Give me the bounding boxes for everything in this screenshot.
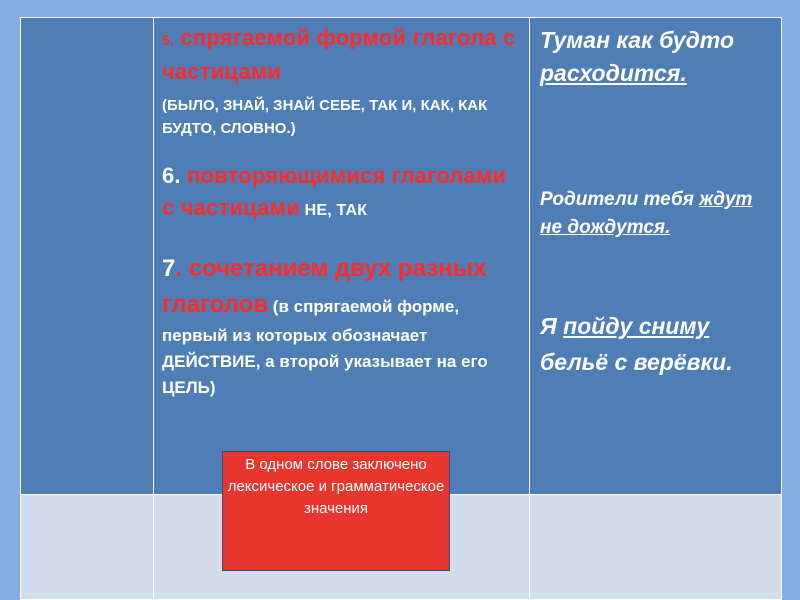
example-1 xyxy=(540,24,776,90)
column-divider xyxy=(529,494,530,599)
item-5-title: спрягаемой формой глагола с частицами xyxy=(162,25,516,84)
example-2 xyxy=(540,186,776,242)
item-6-title: повторяющимися глаголами с частицами xyxy=(162,163,507,220)
example-1-predicate: расходится. xyxy=(540,60,687,86)
item-6-number: 6. xyxy=(162,163,188,188)
middle-cell-text xyxy=(162,22,522,401)
column-divider xyxy=(153,494,154,599)
example-2-text: Родители тебя xyxy=(540,189,700,210)
example-2-predicate: ждут не дождутся. xyxy=(540,189,753,238)
item-6 xyxy=(162,160,522,227)
example-3-text: Я xyxy=(540,313,564,339)
item-5 xyxy=(162,22,522,88)
example-1-text: Туман как будто xyxy=(540,27,735,53)
note-box: В одном слове заключено лексическое и грамматическое значения xyxy=(222,451,450,571)
item-7-title: . сочетанием двух разных глаголов xyxy=(162,255,487,318)
example-3-predicate: пойду сниму xyxy=(563,313,710,339)
item-7-number: 7 xyxy=(162,255,176,282)
item-7-description: (в спрягаемой форме, первый из которых обозначает ДЕЙСТВИЕ, а второй указывает на его ЦЕЛЬ) xyxy=(162,297,488,397)
item-5-number: 5. xyxy=(162,32,175,48)
item-7 xyxy=(162,251,522,401)
item-6-tail: НЕ, ТАК xyxy=(299,202,368,219)
example-3 xyxy=(540,308,776,380)
item-5-particles: (БЫЛО, ЗНАЙ, ЗНАЙ СЕБЕ, ТАК И, КАК, КАК БУДТО, СЛОВНО.) xyxy=(162,97,488,137)
example-3-rest: бельё с верёвки. xyxy=(540,349,733,375)
